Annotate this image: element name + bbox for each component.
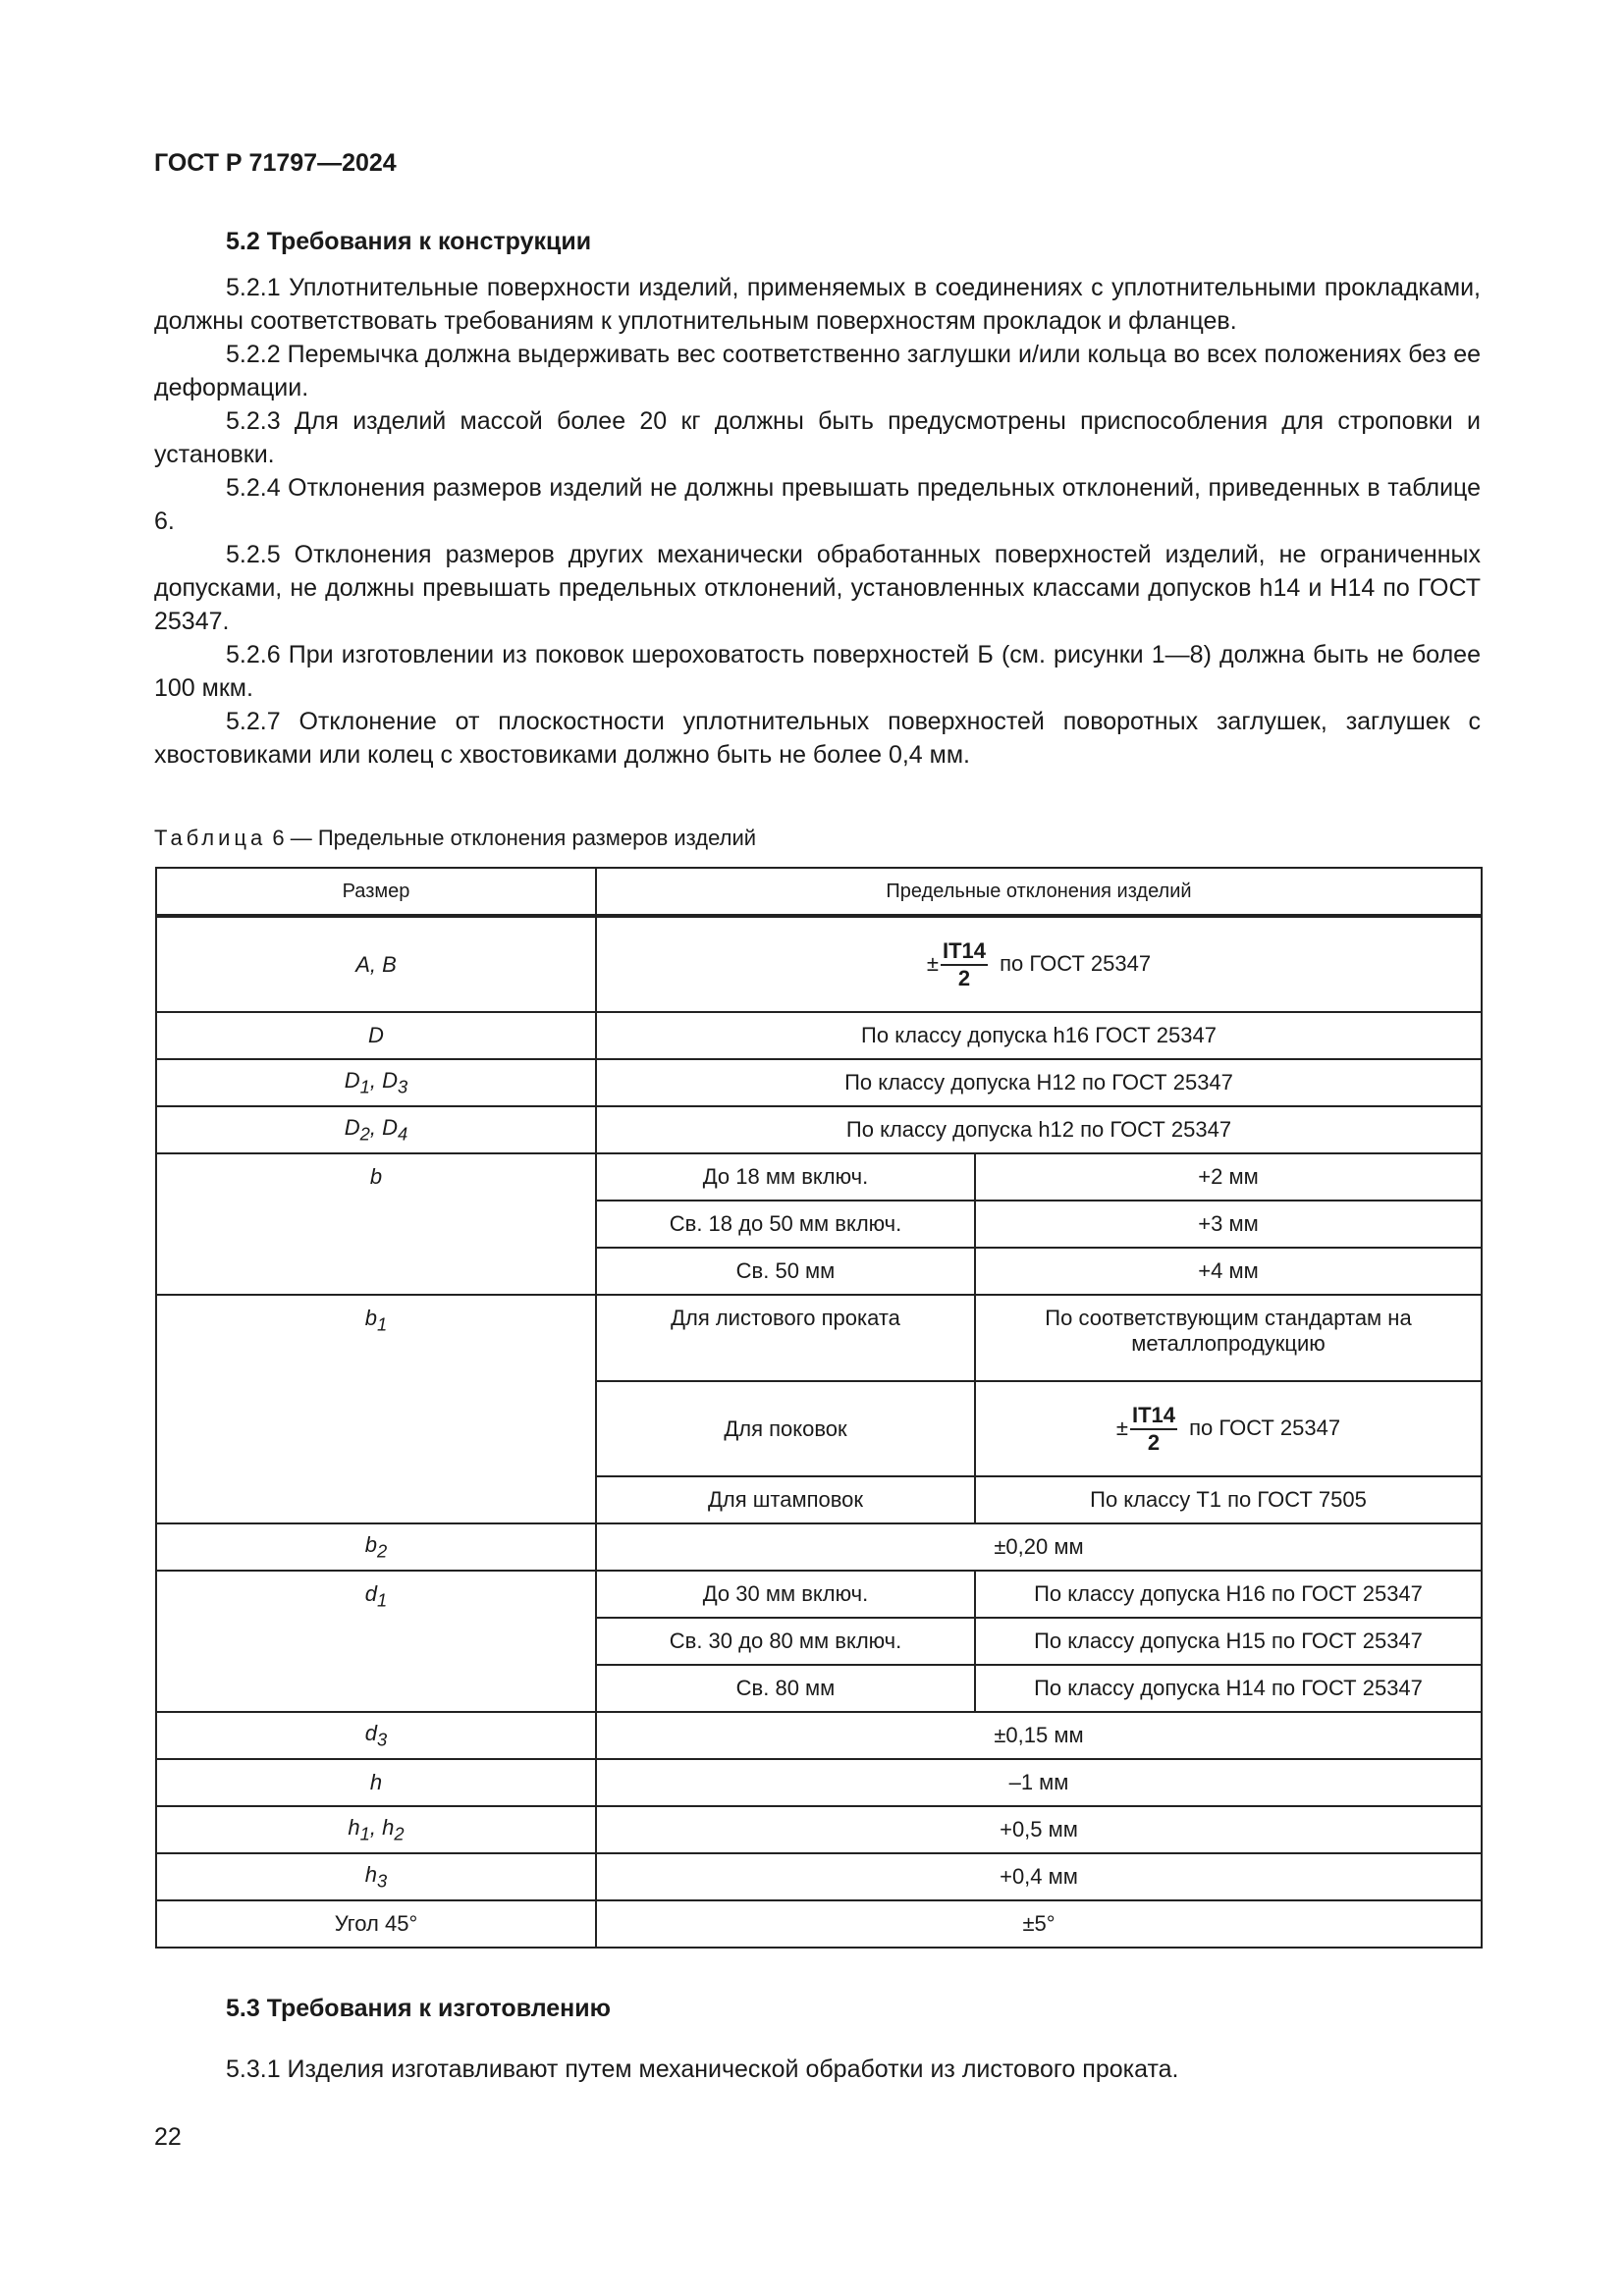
size-cell: $h_3$ <box>156 1853 596 1900</box>
table-row <box>156 1759 1482 1806</box>
tolerance-cell: По соответствующим стандартам на металлопродукцию <box>975 1295 1482 1381</box>
fraction-numerator: IT14 <box>941 938 988 966</box>
paragraph-5-2-7: 5.2.7 Отклонение от плоскостности уплотнительных поверхностей поворотных заглушек, заглушек с хвостовиками или колец с хвостовиками должно быть не более 0,4 мм. <box>154 708 1481 769</box>
tolerance-cell: ±0,15 мм <box>596 1712 1482 1759</box>
table-row <box>156 1712 1482 1759</box>
size-cell: D <box>156 1012 596 1059</box>
header-size: Размер <box>156 868 596 916</box>
fraction <box>1130 1403 1177 1456</box>
table-row <box>156 1806 1482 1853</box>
page-number: 22 <box>154 2123 182 2151</box>
paragraph-5-3-1: 5.3.1 Изделия изготавливают путем механической обработки из листового проката. <box>226 2056 1179 2083</box>
tolerance-cell: По классу допуска H12 по ГОСТ 25347 <box>596 1059 1482 1106</box>
table-row <box>156 1059 1482 1106</box>
table-row <box>156 1853 1482 1900</box>
tolerance-cell: По классу Т1 по ГОСТ 7505 <box>975 1476 1482 1523</box>
table-header-row <box>156 868 1482 916</box>
tolerance-cell: –1 мм <box>596 1759 1482 1806</box>
table-caption-text: 6 — Предельные отклонения размеров изделий <box>266 826 757 850</box>
gost-ref: по ГОСТ 25347 <box>1000 950 1152 976</box>
tolerance-cell: +0,5 мм <box>596 1806 1482 1853</box>
tolerance-cell: +4 мм <box>975 1248 1482 1295</box>
paragraph-5-2-2: 5.2.2 Перемычка должна выдерживать вес соответственно заглушки и/или кольца во всех положениях без ее деформации. <box>154 341 1481 401</box>
plus-minus: ± <box>1115 1415 1128 1440</box>
tolerance-cell: По классу допуска H15 по ГОСТ 25347 <box>975 1618 1482 1665</box>
paragraph-5-2-3: 5.2.3 Для изделий массой более 20 кг должны быть предусмотрены приспособления для строповки и установки. <box>154 407 1481 468</box>
size-cell: $d_3$ <box>156 1712 596 1759</box>
fraction <box>941 938 988 991</box>
table-row <box>156 1900 1482 1948</box>
paragraph-5-2-5: 5.2.5 Отклонения размеров других механически обработанных поверхностей изделий, не ограниченных допусками, не должны превышать предельных отклонений, установленных классами допусков h14 и H14 по ГОСТ 25347. <box>154 541 1481 635</box>
table-caption <box>154 826 756 851</box>
range-cell: До 18 мм включ. <box>596 1153 975 1201</box>
size-cell: Угол 45° <box>156 1900 596 1948</box>
tolerance-cell: ±5° <box>596 1900 1482 1948</box>
fraction-denominator: 2 <box>957 965 971 990</box>
paragraph-5-2-4: 5.2.4 Отклонения размеров изделий не должны превышать предельных отклонений, приведенных в таблице 6. <box>154 474 1481 535</box>
size-cell: $D_1$, $D_3$ <box>156 1059 596 1106</box>
range-cell: Для листового проката <box>596 1295 975 1381</box>
tolerance-cell: По классу допуска H14 по ГОСТ 25347 <box>975 1665 1482 1712</box>
table-row <box>156 1295 1482 1381</box>
tolerance-cell: +3 мм <box>975 1201 1482 1248</box>
table-row <box>156 1523 1482 1571</box>
tolerance-cell: +2 мм <box>975 1153 1482 1201</box>
size-cell: $d_1$ <box>156 1571 596 1712</box>
table-caption-label: Таблица <box>154 826 267 850</box>
size-cell: $b_1$ <box>156 1295 596 1523</box>
section-5-3-title: 5.3 Требования к изготовлению <box>226 1995 612 2022</box>
size-cell: $b_2$ <box>156 1523 596 1571</box>
fraction-numerator: IT14 <box>1130 1403 1177 1430</box>
document-header: ГОСТ Р 71797—2024 <box>154 149 397 177</box>
size-cell: h <box>156 1759 596 1806</box>
tolerance-cell: По классу допуска h16 ГОСТ 25347 <box>596 1012 1482 1059</box>
tolerance-cell: По классу допуска H16 по ГОСТ 25347 <box>975 1571 1482 1618</box>
tolerance-cell <box>596 916 1482 1012</box>
tolerance-table <box>155 867 1483 1949</box>
size-cell: $D_2$, $D_4$ <box>156 1106 596 1153</box>
size-cell: $h_1$, $h_2$ <box>156 1806 596 1853</box>
range-cell: Св. 80 мм <box>596 1665 975 1712</box>
range-cell: Для штамповок <box>596 1476 975 1523</box>
tolerance-cell: По классу допуска h12 по ГОСТ 25347 <box>596 1106 1482 1153</box>
tolerance-cell: +0,4 мм <box>596 1853 1482 1900</box>
table-row <box>156 1106 1482 1153</box>
range-cell: Св. 18 до 50 мм включ. <box>596 1201 975 1248</box>
range-cell: Св. 50 мм <box>596 1248 975 1295</box>
plus-minus: ± <box>926 950 939 976</box>
table-row <box>156 916 1482 1012</box>
header-deviations: Предельные отклонения изделий <box>596 868 1482 916</box>
range-cell: Св. 30 до 80 мм включ. <box>596 1618 975 1665</box>
fraction-denominator: 2 <box>1147 1429 1161 1455</box>
table-row <box>156 1153 1482 1201</box>
tolerance-cell: ±0,20 мм <box>596 1523 1482 1571</box>
range-cell: Для поковок <box>596 1381 975 1476</box>
range-cell: До 30 мм включ. <box>596 1571 975 1618</box>
size-cell: A, B <box>156 916 596 1012</box>
section-5-2-title: 5.2 Требования к конструкции <box>226 228 592 255</box>
paragraph-5-2-1: 5.2.1 Уплотнительные поверхности изделий, применяемых в соединениях с уплотнительными прокладками, должны соответствовать требованиям к уплотнительным поверхностям прокладок и фланцев. <box>154 274 1481 335</box>
table-row <box>156 1571 1482 1618</box>
gost-ref: по ГОСТ 25347 <box>1189 1415 1341 1440</box>
size-cell: b <box>156 1153 596 1295</box>
paragraph-5-2-6: 5.2.6 При изготовлении из поковок шероховатость поверхностей Б (см. рисунки 1—8) должна быть не более 100 мкм. <box>154 641 1481 702</box>
section-5-2-body <box>154 271 1481 772</box>
tolerance-cell <box>975 1381 1482 1476</box>
table-row <box>156 1012 1482 1059</box>
